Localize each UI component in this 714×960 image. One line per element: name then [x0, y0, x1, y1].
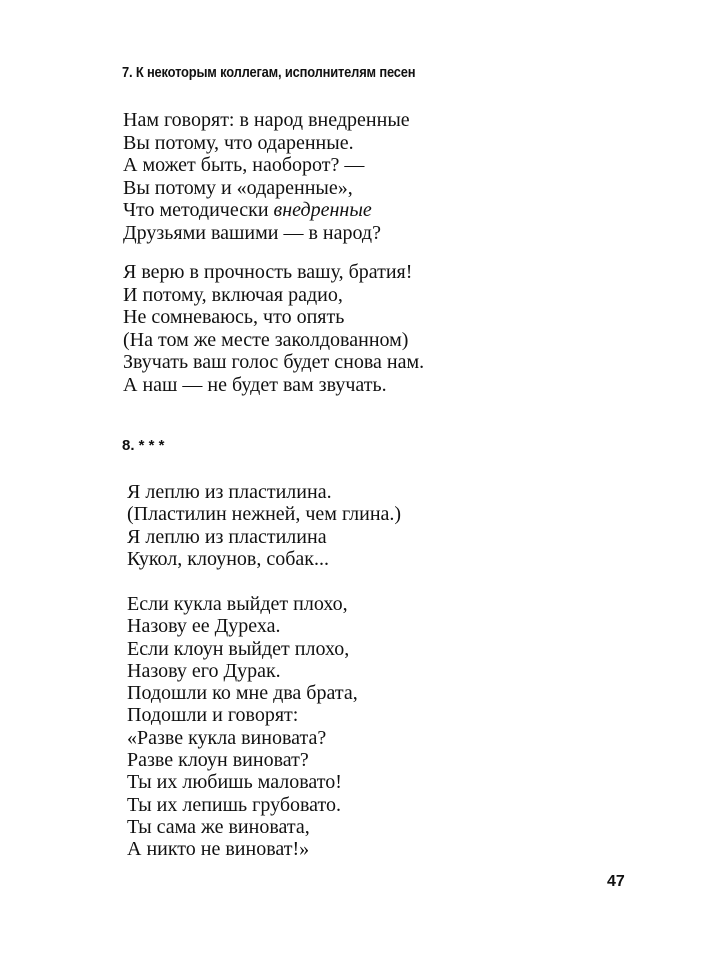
italic-word: внедренные — [273, 199, 372, 222]
poem-line: Назову ее Дуреха. — [127, 615, 281, 638]
poem-line: Вы потому, что одаренные. — [123, 131, 354, 154]
poem-line: Разве клоун виноват? — [127, 749, 309, 772]
poem-line: Я верю в прочность вашу, братия! — [123, 261, 413, 283]
poem-line: Если кукла выйдет плохо, — [127, 593, 348, 615]
poem-line: (На том же месте заколдованном) — [123, 328, 409, 351]
poem-line: Друзьями вашими — в народ? — [123, 221, 381, 244]
poem-line: Подошли ко мне два брата, — [127, 682, 358, 705]
poem-line: Подошли и говорят: — [127, 704, 299, 727]
page-number: 47 — [607, 873, 625, 890]
poem-line: Не сомневаюсь, что опять — [123, 306, 345, 329]
poem-line: Ты их любишь маловато! — [127, 771, 342, 794]
poem-stanza — [127, 481, 401, 570]
poem-line: Ты сама же виновата, — [127, 815, 310, 838]
poem-line: И потому, включая радио, — [123, 283, 343, 306]
poem-line: Звучать ваш голос будет снова нам. — [123, 351, 425, 374]
poem-line: Если клоун выйдет плохо, — [127, 637, 350, 660]
poem-stanza — [123, 109, 410, 245]
poem-title: 8. * * * — [122, 437, 165, 454]
poem-line — [123, 199, 410, 222]
poem-line: «Разве кукла виновата? — [127, 726, 327, 749]
poem-line: Я леплю из пластилина. — [127, 481, 332, 503]
poem-line: Вы потому и «одаренные», — [123, 176, 353, 199]
poem-line: Кукол, клоунов, собак... — [127, 547, 329, 570]
poem-line: Ты их лепишь грубовато. — [127, 793, 342, 816]
poem-line: Я леплю из пластилина — [127, 525, 327, 548]
poem-line: А наш — не будет вам звучать. — [123, 373, 387, 396]
poem-line: Назову его Дурак. — [127, 659, 281, 682]
poem-stanza — [123, 261, 424, 397]
poem-line: (Пластилин нежней, чем глина.) — [127, 503, 402, 526]
poem-title: 7. К некоторым коллегам, исполнителям песен — [122, 64, 416, 81]
poem-line-text: Что методически — [123, 199, 274, 222]
poem-line: А может быть, наоборот? — — [123, 154, 365, 177]
poem-stanza — [127, 593, 358, 861]
poem-line: Нам говорят: в народ внедренные — [123, 109, 410, 131]
poem-line: А никто не виноват!» — [127, 838, 310, 861]
